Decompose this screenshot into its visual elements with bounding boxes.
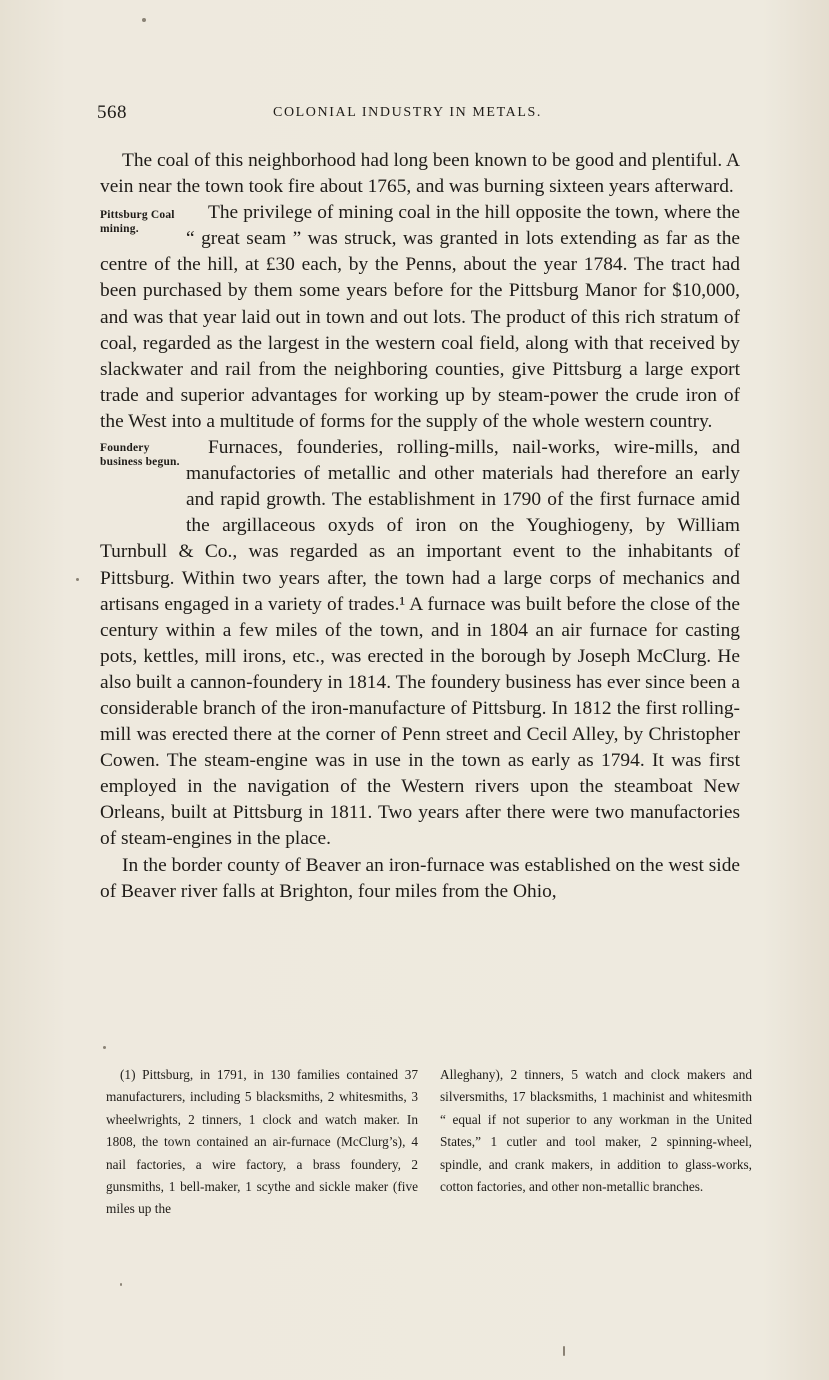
- paper-speck: [76, 578, 79, 581]
- margin-note-foundery: Foundery business begun.: [100, 442, 180, 469]
- running-title: COLONIAL INDUSTRY IN METALS.: [273, 105, 542, 120]
- main-text: [100, 148, 740, 905]
- paragraph-furnaces: Furnaces, founderies, rolling-mills, nail-works, wire-mills, and manufactories of metallic and other materials had therefore an early and rapid growth. The establishment in 1790 of the first furnace amid the argillaceous oxyds of iron on the Youghiogeny, by William Turnbull & Co., was regarded as an important event to the inhabitants of Pittsburg. Within two years after, the town had a large corps of mechanics and artisans engaged in a variety of trades.¹ A furnace was built before the close of the century within a few miles of the town, and in 1804 an air furnace for casting pots, kettles, mill irons, etc., was erected in the borough by Joseph McClurg. He also built a cannon-foundery in 1814. The foundery business has ever since been a considerable branch of the iron-manufacture of Pittsburg. In 1812 the first rolling-mill was erected there at the corner of Penn street and Cecil Alley, by Christopher Cowen. The steam-engine was in use in the town as early as 1794. It was first employed in the navigation of the Western rivers upon the steamboat New Orleans, built at Pittsburg in 1811. Two years after there were two manufactories of steam-engines in the place.: [100, 437, 740, 850]
- footnote-column-left: [106, 1064, 418, 1221]
- margin-note-pittsburg-coal: Pittsburg Coal mining.: [100, 209, 175, 236]
- paper-speck: [142, 18, 146, 22]
- footnote-block: [106, 1064, 752, 1221]
- paragraph-coal-neighborhood: The coal of this neighborhood had long been known to be good and plentiful. A vein near the town took fire about 1765, and was burning sixteen years afterward.: [100, 150, 740, 198]
- paper-speck: [103, 1046, 106, 1049]
- footnote-text-right: Alleghany), 2 tinners, 5 watch and clock makers and silversmiths, 17 blacksmiths, 1 machinist and whitesmith “ equal if not superior to any workman in the United States,” 1 cutler and tool maker, 2 spinning-wheel, spindle, and crank makers, in addition to glass-works, cotton factories, and other non-metallic branches.: [440, 1067, 752, 1195]
- footnote-column-right: [440, 1064, 752, 1221]
- paragraph-beaver-county: In the border county of Beaver an iron-furnace was established on the west side of Beaver river falls at Brighton, four miles from the Ohio,: [100, 854, 740, 902]
- paper-speck: [120, 1283, 122, 1286]
- footnote-text-left: (1) Pittsburg, in 1791, in 130 families contained 37 manufacturers, including 5 blacksmiths, 2 whitesmiths, 3 wheelwrights, 2 tinners, 1 clock and watch maker. In 1808, the town contained an air-furnace (McClurg’s), 4 nail factories, a wire factory, a brass foundery, 2 gunsmiths, 1 bell-maker, 1 scythe and sickle maker (five miles up the: [106, 1067, 418, 1217]
- page-header: [97, 102, 747, 126]
- paragraph-mining-privilege: The privilege of mining coal in the hill opposite the town, where the “ great seam ” was struck, was granted in lots extending as far as the centre of the hill, at £30 each, by the Penns, about the year 1784. The tract had been purchased by them some years before for the Pittsburg Manor for $10,000, and was that year laid out in town and out lots. The product of this rich stratum of coal, regarded as the largest in the western coal field, along with that received by slackwater and rail from the neighboring counties, give Pittsburg a large export trade and superior advantages for working up by steam-power the crude iron of the West into a multitude of forms for the supply of the whole western country.: [100, 202, 740, 432]
- paper-speck: [563, 1346, 565, 1356]
- page-number: 568: [97, 102, 127, 123]
